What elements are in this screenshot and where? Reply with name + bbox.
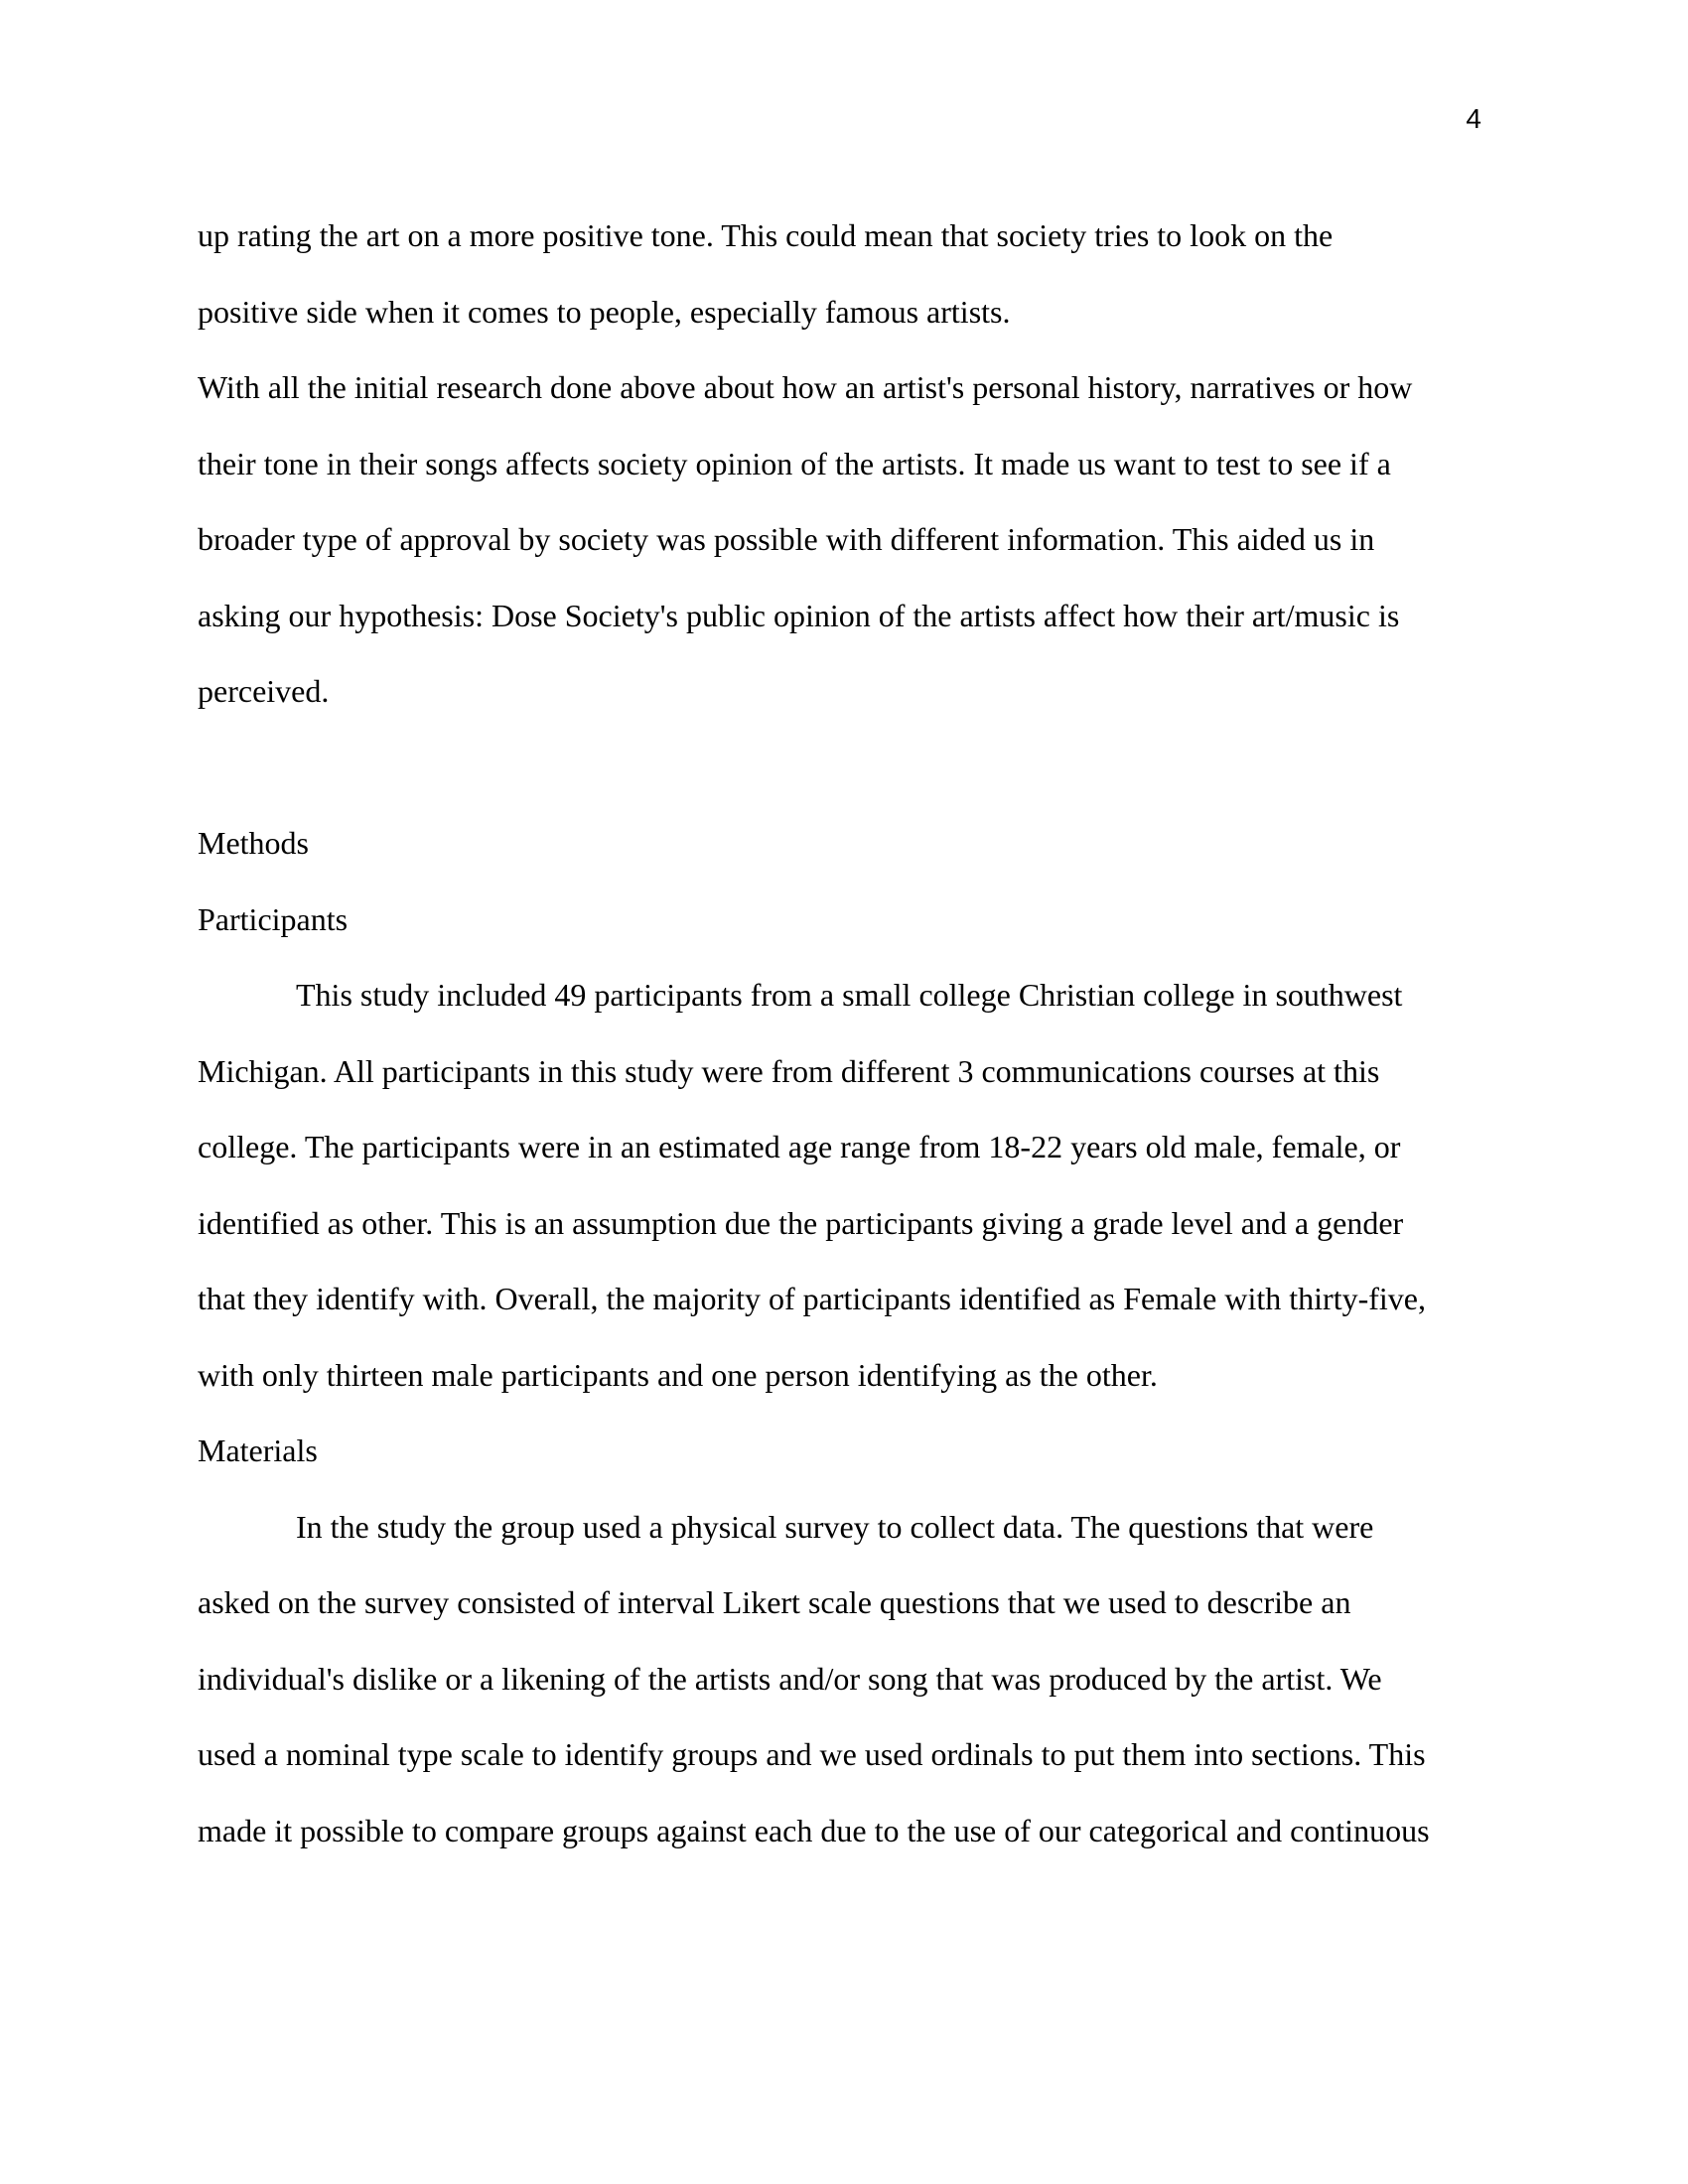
document-body xyxy=(198,198,1490,1868)
text-line: used a nominal type scale to identify groups and we used ordinals to put them into sections. This xyxy=(198,1736,1426,1772)
blank-line xyxy=(198,730,1490,806)
text-line: college. The participants were in an estimated age range from 18-22 years old male, female, or xyxy=(198,1129,1401,1164)
text-line: Michigan. All participants in this study were from different 3 communications courses at this xyxy=(198,1052,1380,1089)
text-line: asking our hypothesis: Dose Society's public opinion of the artists affect how their art/music is xyxy=(198,597,1400,633)
intro-paragraph-end xyxy=(198,198,1490,349)
participants-paragraph xyxy=(198,957,1490,1413)
text-line: individual's dislike or a likening of the artists and/or song that was produced by the artist. We xyxy=(198,1660,1382,1697)
text-line: their tone in their songs affects society opinion of the artists. It made us want to test to see if a xyxy=(198,445,1391,481)
text-line: asked on the survey consisted of interval Likert scale questions that we used to describe an xyxy=(198,1584,1351,1620)
text-line: broader type of approval by society was possible with different information. This aided us in xyxy=(198,521,1375,557)
text-line: with only thirteen male participants and one person identifying as the other. xyxy=(198,1356,1158,1393)
text-line: In the study the group used a physical survey to collect data. The questions that were xyxy=(296,1508,1374,1545)
methods-heading: Methods xyxy=(198,825,309,861)
text-line: perceived. xyxy=(198,673,330,709)
text-line: With all the initial research done above about how an artist's personal history, narratives or how xyxy=(198,369,1413,405)
text-line: identified as other. This is an assumption due the participants giving a grade level and a gender xyxy=(198,1204,1404,1241)
text-line: positive side when it comes to people, especially famous artists. xyxy=(198,293,1011,330)
text-line: up rating the art on a more positive tone. This could mean that society tries to look on the xyxy=(198,217,1334,253)
page-number: 4 xyxy=(1466,103,1481,134)
text-line: that they identify with. Overall, the majority of participants identified as Female with thirty-five, xyxy=(198,1281,1426,1316)
participants-heading: Participants xyxy=(198,900,349,937)
materials-heading: Materials xyxy=(198,1433,318,1468)
materials-paragraph xyxy=(198,1489,1490,1869)
hypothesis-paragraph xyxy=(198,349,1490,730)
text-line: made it possible to compare groups against each due to the use of our categorical and continuous xyxy=(198,1812,1430,1848)
text-line: This study included 49 participants from a small college Christian college in southwest xyxy=(296,977,1403,1013)
